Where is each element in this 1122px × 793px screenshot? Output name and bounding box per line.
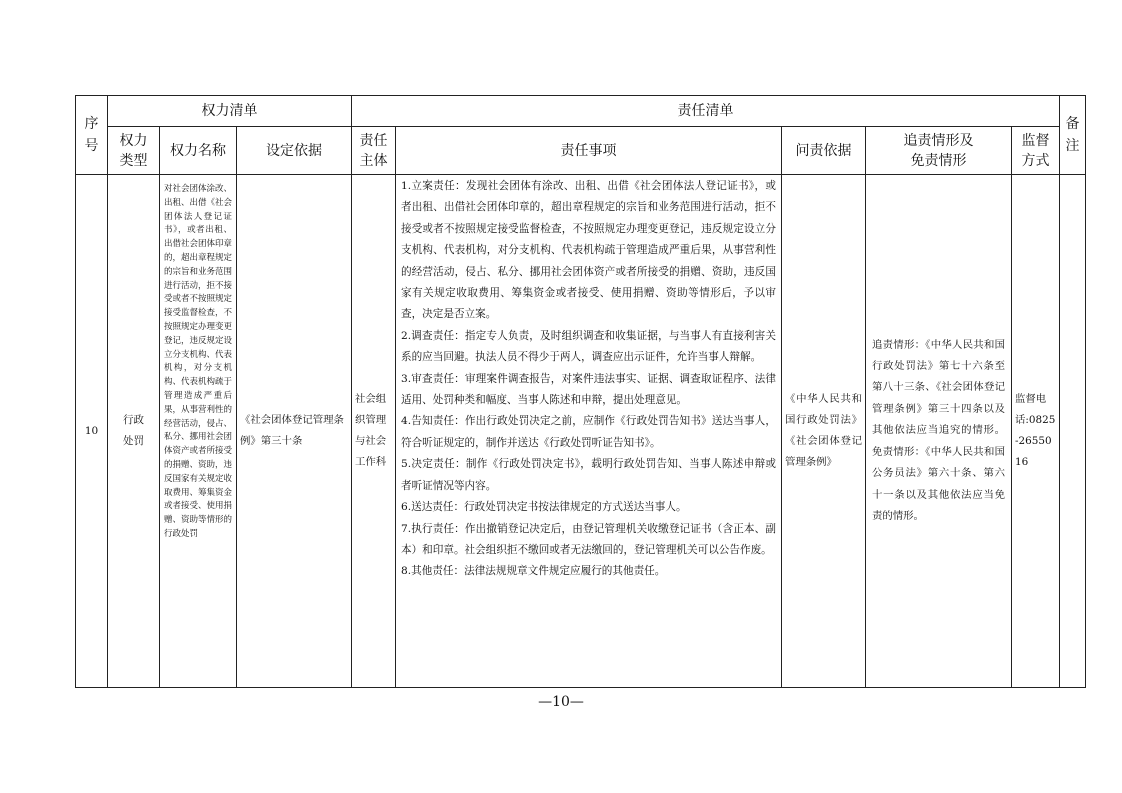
matter-item: 2.调查责任：指定专人负责，及时组织调查和收集证据，与当事人有直接利害关系的应当回避。执法人员不得少于两人，调查应出示证件，允许当事人辩解。 (401, 329, 776, 364)
row-supervise (1012, 175, 1060, 688)
row-matters (396, 175, 782, 688)
row-remarks (1060, 175, 1086, 688)
header-pursue (866, 127, 1012, 175)
row-basis (237, 175, 352, 688)
row-power-name (160, 175, 237, 688)
matter-item: 7.执行责任：作出撤销登记决定后，由登记管理机关收缴登记证书（含正本、副本）和印章。社会组织拒不缴回或者无法缴回的，登记管理机关可以公告作废。 (401, 522, 776, 556)
header-power-list (108, 96, 352, 127)
row-power-type-value: 行政处罚 (123, 414, 144, 447)
header-supervise-label: 监督方式 (1021, 132, 1050, 169)
matter-item: 4.告知责任：作出行政处罚决定之前，应制作《行政处罚告知书》送达当事人，符合听证规定的，制作并送达《行政处罚听证告知书》。 (401, 415, 776, 449)
row-power-name-value: 对社会团体涂改、出租、出借《社会团体法人登记证书》，或者出租、出借社会团体印章的，超出章程规定的宗旨和业务范围进行活动，拒不接受或者不按照规定接受监督检查，不按照规定办理变更登记，违反规定设立分支机构、代表机构，对分支机构、代表机构疏于管理造成严重后果，从事营利性的经营活动，侵占、私分、挪用社会团体资产或者所接受的捐赠、资助，违反国家有关规定收取费用、筹集资金或者接受、使用捐赠、资助等情形的行政处罚 (164, 184, 233, 539)
header-power-type-label: 权力类型 (119, 132, 148, 169)
matter-item: 1.立案责任：发现社会团体有涂改、出租、出借《社会团体法人登记证书》，或者出租、出借社会团体印章的，超出章程规定的宗旨和业务范围进行活动，拒不接受或者不按照规定接受监督检查，不按照规定办理变更登记，违反规定设立分支机构、代表机构，对分支机构、代表机构疏于管理造成严重后果，从事营利性的经营活动，侵占、私分、挪用社会团体资产或者所接受的捐赠、资助，违反国家有关规定收取费用、筹集资金或者接受、使用捐赠、资助等情形后，予以审查，决定是否立案。 (401, 180, 776, 321)
header-matters-label: 责任事项 (560, 142, 617, 159)
header-power-name (160, 127, 237, 175)
header-power-name-label: 权力名称 (170, 142, 226, 159)
row-subject (352, 175, 396, 688)
header-accountability (782, 127, 866, 175)
row-accountability-value: 《中华人民共和国行政处罚法》《社会团体登记管理条例》 (785, 393, 862, 468)
matter-item: 3.审查责任：审理案件调查报告，对案件违法事实、证据、调查取证程序、法律适用、处罚种类和幅度、当事人陈述和申辩，提出处理意见。 (401, 372, 776, 407)
header-seq (76, 96, 108, 175)
row-basis-value: 《社会团体登记管理条例》第三十条 (240, 414, 344, 447)
row-pursue-value: 追责情形：《中华人民共和国行政处罚法》第七十六条至第八十三条、《社会团体登记管理条例》第三十四条以及其他依法应当追究的情形。免责情形：《中华人民共和国公务员法》第六十条、第六十一条以及其他依法应当免责的情形。 (872, 338, 1005, 522)
header-basis-label: 设定依据 (266, 142, 322, 159)
matter-item: 6.送达责任：行政处罚决定书按法律规定的方式送达当事人。 (401, 501, 687, 514)
row-pursue (866, 175, 1012, 688)
header-responsibility-list-label: 责任清单 (677, 103, 734, 119)
row-supervise-value: 监督电话:0825-2655016 (1015, 393, 1056, 468)
row-power-type (108, 175, 160, 688)
header-responsibility-list (352, 96, 1060, 127)
header-power-list-label: 权力清单 (201, 103, 258, 119)
header-power-type (108, 127, 160, 175)
header-subject (352, 127, 396, 175)
row-seq (76, 175, 108, 688)
header-pursue-label: 追责情形及免责情形 (903, 132, 974, 169)
page-number: —10— (538, 694, 584, 710)
header-seq-label: 序号 (84, 116, 99, 154)
header-subject-label: 责任主体 (359, 132, 388, 169)
header-basis (237, 127, 352, 175)
header-supervise (1012, 127, 1060, 175)
responsibility-table (75, 95, 1086, 688)
row-accountability (782, 175, 866, 688)
header-matters (396, 127, 782, 175)
matter-item: 8.其他责任：法律法规规章文件规定应履行的其他责任。 (401, 565, 666, 578)
header-accountability-label: 问责依据 (795, 142, 852, 159)
row-seq-value: 10 (84, 425, 99, 437)
header-remarks (1060, 96, 1086, 175)
header-remarks-label: 备注 (1065, 116, 1080, 154)
row-subject-value: 社会组织管理与社会工作科 (355, 393, 387, 468)
matter-item: 5.决定责任：制作《行政处罚决定书》，载明行政处罚告知、当事人陈述申辩或者听证情况等内容。 (401, 458, 776, 492)
